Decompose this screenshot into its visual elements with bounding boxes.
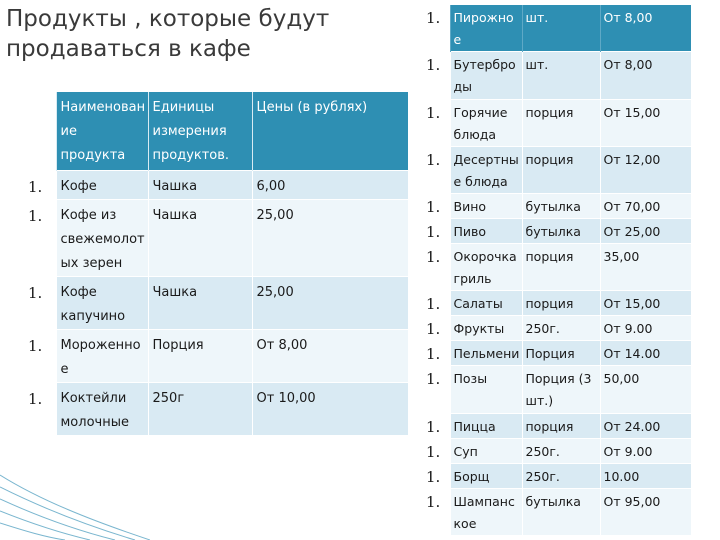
product-unit: шт. [522, 52, 600, 100]
product-name: Пельмени [450, 341, 522, 366]
table-row [426, 464, 691, 489]
product-unit: бутылка [522, 194, 600, 219]
table-row [426, 439, 691, 464]
row-number: 1. [426, 366, 450, 414]
product-price: От 8,00 [600, 5, 691, 52]
row-number: 1. [426, 316, 450, 341]
products-table-right [426, 4, 691, 535]
product-price: От 8,00 [252, 330, 408, 383]
product-price: 6,00 [252, 171, 408, 200]
row-number: 1. [28, 171, 56, 200]
product-unit: шт. [522, 5, 600, 52]
products-table-left [28, 92, 408, 435]
table-row [28, 383, 408, 436]
table-row [426, 366, 691, 414]
row-number: 1. [28, 383, 56, 436]
product-name: Кофе из свежемолот ых зерен [56, 200, 148, 277]
table-row [426, 244, 691, 291]
product-unit: Чашка [148, 277, 252, 330]
table-row [28, 200, 408, 277]
table-row [426, 316, 691, 341]
row-number: 1. [426, 291, 450, 316]
decorative-swoosh [0, 445, 150, 540]
product-unit: 250г. [522, 316, 600, 341]
row-number: 1. [426, 147, 450, 194]
product-name: Коктейли молочные [56, 383, 148, 436]
table-row [426, 100, 691, 147]
product-name: Фрукты [450, 316, 522, 341]
row-number: 1. [426, 5, 450, 52]
product-unit: порция [522, 147, 600, 194]
product-unit: Порция [148, 330, 252, 383]
table-row [426, 52, 691, 100]
product-price: От 15,00 [600, 100, 691, 147]
row-number: 1. [426, 52, 450, 100]
product-name: Горячие блюда [450, 100, 522, 147]
product-name: Салаты [450, 291, 522, 316]
product-name: Пиво [450, 219, 522, 244]
product-name: Десертны е блюда [450, 147, 522, 194]
product-name: Позы [450, 366, 522, 414]
table-row [28, 171, 408, 200]
product-name: Окорочка гриль [450, 244, 522, 291]
table-row [426, 219, 691, 244]
page-title [6, 4, 406, 64]
header-unit: Единицы измерения продуктов. [148, 92, 252, 171]
title-line-2: продаваться в кафе [6, 36, 251, 62]
product-name: Шампанс кое [450, 489, 522, 536]
product-name: Кофе [56, 171, 148, 200]
row-number: 1. [426, 219, 450, 244]
row-number: 1. [426, 341, 450, 366]
row-number: 1. [28, 200, 56, 277]
row-number: 1. [426, 489, 450, 536]
product-price: От 9.00 [600, 316, 691, 341]
row-number: 1. [426, 244, 450, 291]
product-price: От 12,00 [600, 147, 691, 194]
product-price: От 25,00 [600, 219, 691, 244]
product-unit: порция [522, 414, 600, 439]
product-price: От 15,00 [600, 291, 691, 316]
product-unit: Чашка [148, 171, 252, 200]
table-row [426, 291, 691, 316]
table-row [28, 277, 408, 330]
table-row [426, 414, 691, 439]
header-name: Наименован ие продукта [56, 92, 148, 171]
product-price: От 10,00 [252, 383, 408, 436]
table-row [426, 5, 691, 52]
product-unit: порция [522, 244, 600, 291]
product-unit: порция [522, 291, 600, 316]
product-name: Суп [450, 439, 522, 464]
product-price: 35,00 [600, 244, 691, 291]
product-price: От 14.00 [600, 341, 691, 366]
product-price: От 9.00 [600, 439, 691, 464]
header-price: Цены (в рублях) [252, 92, 408, 171]
product-unit: Порция [522, 341, 600, 366]
product-unit: порция [522, 100, 600, 147]
row-number: 1. [28, 330, 56, 383]
product-price: От 95,00 [600, 489, 691, 536]
product-price: От 24.00 [600, 414, 691, 439]
row-number: 1. [426, 414, 450, 439]
product-unit: бутылка [522, 489, 600, 536]
table-row [28, 330, 408, 383]
product-unit: Чашка [148, 200, 252, 277]
row-number: 1. [426, 194, 450, 219]
product-unit: 250г [148, 383, 252, 436]
product-price: 50,00 [600, 366, 691, 414]
product-price: 25,00 [252, 277, 408, 330]
table-row [426, 341, 691, 366]
product-name: Вино [450, 194, 522, 219]
product-price: От 8,00 [600, 52, 691, 100]
table-row [426, 489, 691, 536]
product-name: Пицца [450, 414, 522, 439]
table-header-row [28, 92, 408, 171]
row-number: 1. [426, 439, 450, 464]
product-name: Пирожно е [450, 5, 522, 52]
table-row [426, 147, 691, 194]
table-row [426, 194, 691, 219]
product-unit: 250г. [522, 464, 600, 489]
product-name: Мороженно е [56, 330, 148, 383]
product-unit: 250г. [522, 439, 600, 464]
product-unit: бутылка [522, 219, 600, 244]
product-name: Бутербро ды [450, 52, 522, 100]
row-number: 1. [426, 464, 450, 489]
product-name: Борщ [450, 464, 522, 489]
title-line-1: Продукты , которые будут [6, 6, 330, 32]
row-number: 1. [426, 100, 450, 147]
product-price: 25,00 [252, 200, 408, 277]
product-price: 10.00 [600, 464, 691, 489]
product-name: Кофе капучино [56, 277, 148, 330]
product-unit: Порция (3 шт.) [522, 366, 600, 414]
product-price: От 70,00 [600, 194, 691, 219]
row-number: 1. [28, 277, 56, 330]
